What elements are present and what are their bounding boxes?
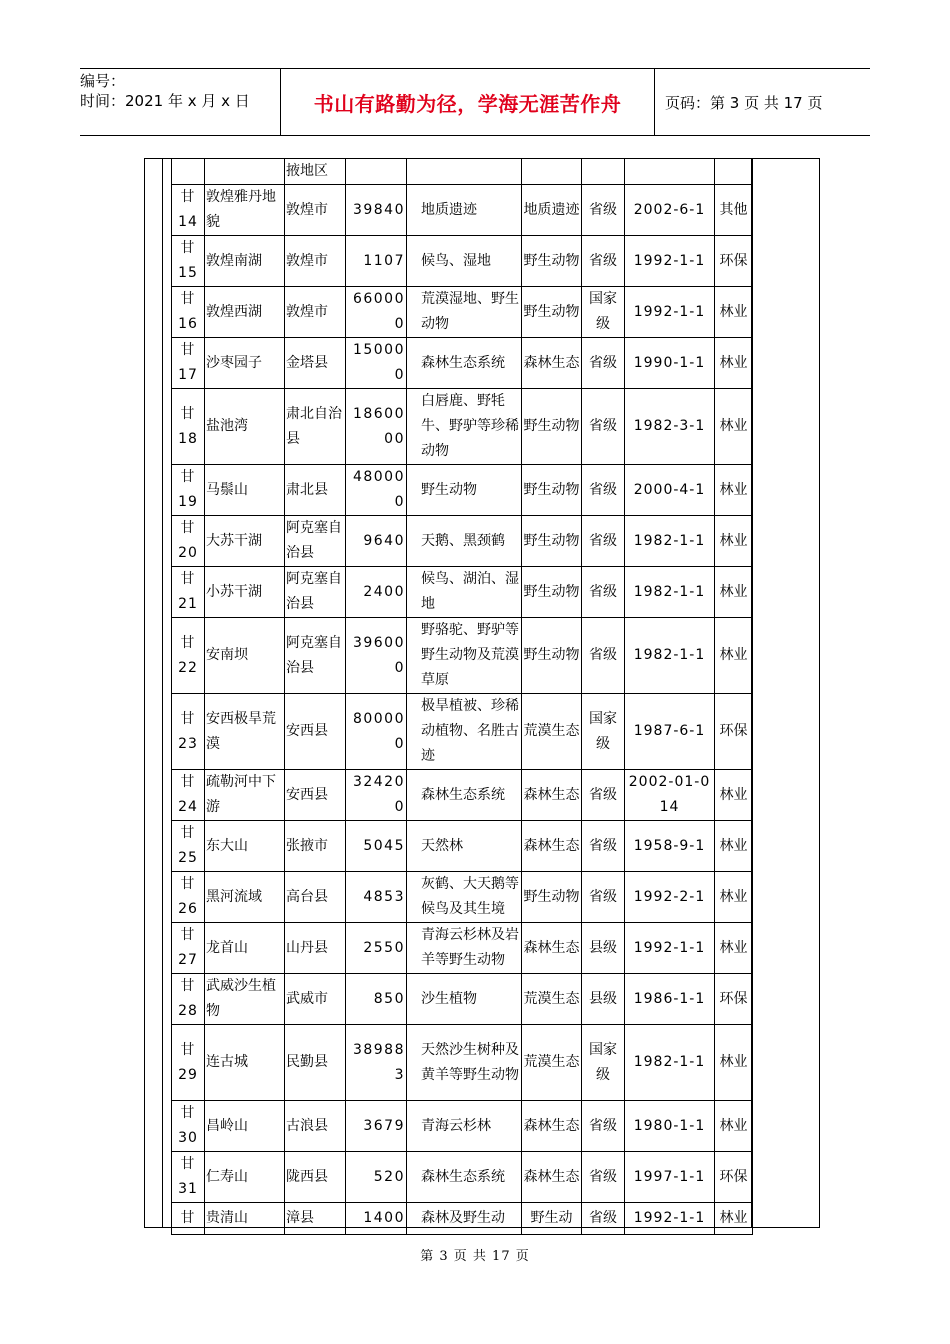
managing-dept-cell: 林业 <box>715 1025 753 1101</box>
reserve-name-cell: 龙首山 <box>205 923 285 974</box>
reserve-location-cell: 高台县 <box>285 872 346 923</box>
reserve-area-cell: 150000 <box>346 338 407 389</box>
reserve-id-cell: 甘21 <box>172 567 205 618</box>
table-row <box>172 185 753 236</box>
table-row <box>172 1203 753 1235</box>
reserve-location-cell: 陇西县 <box>285 1152 346 1203</box>
reserve-type-cell: 野生动物 <box>522 516 582 567</box>
reserve-area-cell: 389883 <box>346 1025 407 1101</box>
reserve-type-cell: 野生动物 <box>522 567 582 618</box>
established-date-cell: 1982-1-1 <box>625 618 715 694</box>
reserve-level-cell: 省级 <box>582 236 625 287</box>
reserve-type-cell: 野生动物 <box>522 389 582 465</box>
reserve-type-cell: 森林生态 <box>522 821 582 872</box>
reserve-level-cell: 县级 <box>582 923 625 974</box>
reserve-name-cell: 贵清山 <box>205 1203 285 1235</box>
reserve-area-cell: 1107 <box>346 236 407 287</box>
reserve-level-cell: 省级 <box>582 1101 625 1152</box>
reserve-location-cell: 武威市 <box>285 974 346 1025</box>
reserve-location-cell: 张掖市 <box>285 821 346 872</box>
frame-inner-line <box>162 158 163 1228</box>
reserve-level-cell: 省级 <box>582 338 625 389</box>
managing-dept-cell: 林业 <box>715 338 753 389</box>
reserve-id-cell: 甘14 <box>172 185 205 236</box>
reserve-level-cell: 省级 <box>582 1203 625 1235</box>
reserve-location-cell: 漳县 <box>285 1203 346 1235</box>
reserve-type-cell: 地质遗迹 <box>522 185 582 236</box>
established-date-cell: 1980-1-1 <box>625 1101 715 1152</box>
reserve-type-cell: 荒漠生态 <box>522 694 582 770</box>
reserve-type-cell: 森林生态 <box>522 1152 582 1203</box>
reserve-level-cell: 省级 <box>582 770 625 821</box>
reserve-type-cell: 森林生态 <box>522 770 582 821</box>
reserve-area-cell <box>346 159 407 185</box>
table-row <box>172 694 753 770</box>
reserve-name-cell: 沙枣园子 <box>205 338 285 389</box>
managing-dept-cell: 林业 <box>715 567 753 618</box>
reserve-name-cell: 仁寿山 <box>205 1152 285 1203</box>
reserve-area-cell: 660000 <box>346 287 407 338</box>
established-date-cell: 1992-1-1 <box>625 287 715 338</box>
table-row <box>172 465 753 516</box>
reserve-name-cell: 昌岭山 <box>205 1101 285 1152</box>
reserve-area-cell: 480000 <box>346 465 407 516</box>
protected-object-cell: 野骆驼、野驴等野生动物及荒漠草原 <box>407 618 522 694</box>
protected-object-cell: 野生动物 <box>407 465 522 516</box>
reserve-level-cell <box>582 159 625 185</box>
table-row <box>172 770 753 821</box>
established-date-cell: 1987-6-1 <box>625 694 715 770</box>
reserve-id-cell: 甘22 <box>172 618 205 694</box>
reserve-location-cell: 阿克塞自治县 <box>285 618 346 694</box>
reserve-type-cell: 野生动物 <box>522 618 582 694</box>
reserve-id-cell: 甘26 <box>172 872 205 923</box>
managing-dept-cell: 林业 <box>715 1101 753 1152</box>
reserve-area-cell: 2400 <box>346 567 407 618</box>
reserve-name-cell: 敦煌西湖 <box>205 287 285 338</box>
protected-object-cell: 极旱植被、珍稀动植物、名胜古迹 <box>407 694 522 770</box>
reserve-location-cell: 敦煌市 <box>285 236 346 287</box>
table-row <box>172 567 753 618</box>
managing-dept-cell: 林业 <box>715 923 753 974</box>
managing-dept-cell: 林业 <box>715 287 753 338</box>
table-row <box>172 974 753 1025</box>
established-date-cell <box>625 159 715 185</box>
header-meta <box>80 69 280 135</box>
protected-object-cell: 灰鹤、大天鹅等候鸟及其生境 <box>407 872 522 923</box>
reserve-type-cell: 野生动物 <box>522 872 582 923</box>
reserve-id-cell: 甘23 <box>172 694 205 770</box>
table-row <box>172 516 753 567</box>
header-page-number: 页码：第 3 页 共 17 页 <box>665 93 823 112</box>
table-row <box>172 1025 753 1101</box>
reserve-id-cell: 甘24 <box>172 770 205 821</box>
protected-object-cell: 森林及野生动 <box>407 1203 522 1235</box>
reserve-name-cell: 黑河流域 <box>205 872 285 923</box>
document-date-label: 时间：2021 年 x 月 x 日 <box>80 92 250 110</box>
protected-object-cell: 天然沙生树种及黄羊等野生动物 <box>407 1025 522 1101</box>
reserve-name-cell: 疏勒河中下游 <box>205 770 285 821</box>
table-row <box>172 923 753 974</box>
reserve-level-cell: 省级 <box>582 389 625 465</box>
reserve-level-cell: 省级 <box>582 185 625 236</box>
reserve-id-cell: 甘20 <box>172 516 205 567</box>
reserve-area-cell: 1860000 <box>346 389 407 465</box>
managing-dept-cell: 其他 <box>715 185 753 236</box>
reserve-type-cell <box>522 159 582 185</box>
reserve-id-cell: 甘25 <box>172 821 205 872</box>
table-row <box>172 872 753 923</box>
protected-object-cell: 天鹅、黑颈鹤 <box>407 516 522 567</box>
header-motto: 书山有路勤为径，学海无涯苦作舟 <box>313 91 622 116</box>
reserve-name-cell: 敦煌南湖 <box>205 236 285 287</box>
managing-dept-cell <box>715 159 753 185</box>
established-date-cell: 1992-1-1 <box>625 236 715 287</box>
reserve-location-cell: 民勤县 <box>285 1025 346 1101</box>
reserve-type-cell: 森林生态 <box>522 338 582 389</box>
reserve-level-cell: 省级 <box>582 1152 625 1203</box>
reserve-type-cell: 野生动 <box>522 1203 582 1235</box>
managing-dept-cell: 林业 <box>715 618 753 694</box>
reserve-level-cell: 国家级 <box>582 694 625 770</box>
reserve-area-cell: 4853 <box>346 872 407 923</box>
reserve-type-cell: 荒漠生态 <box>522 1025 582 1101</box>
reserve-area-cell: 520 <box>346 1152 407 1203</box>
reserve-id-cell: 甘 <box>172 1203 205 1235</box>
established-date-cell: 2000-4-1 <box>625 465 715 516</box>
reserve-level-cell: 省级 <box>582 821 625 872</box>
established-date-cell: 2002-01-014 <box>625 770 715 821</box>
reserve-id-cell: 甘17 <box>172 338 205 389</box>
reserve-location-cell: 古浪县 <box>285 1101 346 1152</box>
reserve-area-cell: 2550 <box>346 923 407 974</box>
reserve-type-cell: 野生动物 <box>522 236 582 287</box>
established-date-cell: 1982-1-1 <box>625 516 715 567</box>
protected-object-cell: 青海云杉林 <box>407 1101 522 1152</box>
protected-object-cell: 地质遗迹 <box>407 185 522 236</box>
reserve-id-cell: 甘30 <box>172 1101 205 1152</box>
reserve-location-cell: 金塔县 <box>285 338 346 389</box>
table-row <box>172 287 753 338</box>
protected-object-cell: 沙生植物 <box>407 974 522 1025</box>
table-row <box>172 618 753 694</box>
managing-dept-cell: 林业 <box>715 465 753 516</box>
reserve-area-cell: 324200 <box>346 770 407 821</box>
reserve-type-cell: 野生动物 <box>522 287 582 338</box>
reserve-area-cell: 9640 <box>346 516 407 567</box>
managing-dept-cell: 林业 <box>715 872 753 923</box>
established-date-cell: 1997-1-1 <box>625 1152 715 1203</box>
reserve-location-cell: 肃北自治县 <box>285 389 346 465</box>
reserve-name-cell: 盐池湾 <box>205 389 285 465</box>
established-date-cell: 1992-2-1 <box>625 872 715 923</box>
established-date-cell: 1982-1-1 <box>625 1025 715 1101</box>
managing-dept-cell: 林业 <box>715 389 753 465</box>
nature-reserve-table <box>171 158 753 1235</box>
reserve-level-cell: 省级 <box>582 567 625 618</box>
protected-object-cell: 候鸟、湖泊、湿地 <box>407 567 522 618</box>
table-row <box>172 1152 753 1203</box>
reserve-id-cell: 甘15 <box>172 236 205 287</box>
reserve-name-cell: 大苏干湖 <box>205 516 285 567</box>
reserve-id-cell: 甘31 <box>172 1152 205 1203</box>
protected-object-cell: 荒漠湿地、野生动物 <box>407 287 522 338</box>
reserve-name-cell: 连古城 <box>205 1025 285 1101</box>
reserve-area-cell: 800000 <box>346 694 407 770</box>
managing-dept-cell: 环保 <box>715 1152 753 1203</box>
protected-object-cell: 白唇鹿、野牦牛、野驴等珍稀动物 <box>407 389 522 465</box>
reserve-location-cell: 阿克塞自治县 <box>285 516 346 567</box>
table-row <box>172 1101 753 1152</box>
established-date-cell: 2002-6-1 <box>625 185 715 236</box>
table-row <box>172 821 753 872</box>
reserve-level-cell: 县级 <box>582 974 625 1025</box>
reserve-location-cell: 阿克塞自治县 <box>285 567 346 618</box>
reserve-location-cell: 掖地区 <box>285 159 346 185</box>
reserve-name-cell: 敦煌雅丹地貌 <box>205 185 285 236</box>
reserve-type-cell: 野生动物 <box>522 465 582 516</box>
reserve-level-cell: 国家级 <box>582 287 625 338</box>
reserve-area-cell: 5045 <box>346 821 407 872</box>
reserve-name-cell: 安西极旱荒漠 <box>205 694 285 770</box>
document-number-label: 编号： <box>80 72 126 90</box>
reserve-type-cell: 荒漠生态 <box>522 974 582 1025</box>
protected-object-cell: 森林生态系统 <box>407 770 522 821</box>
reserve-area-cell: 39840 <box>346 185 407 236</box>
reserve-name-cell: 小苏干湖 <box>205 567 285 618</box>
established-date-cell: 1992-1-1 <box>625 923 715 974</box>
reserve-id-cell: 甘19 <box>172 465 205 516</box>
reserve-id-cell <box>172 159 205 185</box>
managing-dept-cell: 林业 <box>715 1203 753 1235</box>
reserve-id-cell: 甘27 <box>172 923 205 974</box>
reserve-location-cell: 安西县 <box>285 770 346 821</box>
reserve-level-cell: 国家级 <box>582 1025 625 1101</box>
reserve-id-cell: 甘16 <box>172 287 205 338</box>
reserve-level-cell: 省级 <box>582 618 625 694</box>
reserve-type-cell: 森林生态 <box>522 1101 582 1152</box>
reserve-id-cell: 甘29 <box>172 1025 205 1101</box>
reserve-location-cell: 敦煌市 <box>285 287 346 338</box>
page-header <box>80 68 870 136</box>
table-body <box>172 159 753 1235</box>
protected-object-cell: 森林生态系统 <box>407 338 522 389</box>
established-date-cell: 1958-9-1 <box>625 821 715 872</box>
managing-dept-cell: 环保 <box>715 694 753 770</box>
established-date-cell: 1992-1-1 <box>625 1203 715 1235</box>
managing-dept-cell: 林业 <box>715 821 753 872</box>
reserve-area-cell: 1400 <box>346 1203 407 1235</box>
reserve-type-cell: 森林生态 <box>522 923 582 974</box>
managing-dept-cell: 环保 <box>715 974 753 1025</box>
table-row <box>172 389 753 465</box>
reserve-id-cell: 甘18 <box>172 389 205 465</box>
reserve-name-cell <box>205 159 285 185</box>
reserve-name-cell: 武威沙生植物 <box>205 974 285 1025</box>
reserve-level-cell: 省级 <box>582 872 625 923</box>
reserve-location-cell: 安西县 <box>285 694 346 770</box>
table-row <box>172 338 753 389</box>
reserve-name-cell: 马鬃山 <box>205 465 285 516</box>
table-row <box>172 236 753 287</box>
header-divider <box>654 69 655 135</box>
protected-object-cell: 天然林 <box>407 821 522 872</box>
established-date-cell: 1990-1-1 <box>625 338 715 389</box>
reserve-level-cell: 省级 <box>582 465 625 516</box>
reserve-name-cell: 东大山 <box>205 821 285 872</box>
reserve-id-cell: 甘28 <box>172 974 205 1025</box>
reserve-area-cell: 3679 <box>346 1101 407 1152</box>
reserve-location-cell: 肃北县 <box>285 465 346 516</box>
protected-object-cell: 候鸟、湿地 <box>407 236 522 287</box>
protected-object-cell <box>407 159 522 185</box>
reserve-location-cell: 山丹县 <box>285 923 346 974</box>
table-row <box>172 159 753 185</box>
reserve-level-cell: 省级 <box>582 516 625 567</box>
page-footer: 第 3 页 共 17 页 <box>420 1249 530 1264</box>
managing-dept-cell: 环保 <box>715 236 753 287</box>
established-date-cell: 1982-3-1 <box>625 389 715 465</box>
managing-dept-cell: 林业 <box>715 770 753 821</box>
protected-object-cell: 青海云杉林及岩羊等野生动物 <box>407 923 522 974</box>
reserve-location-cell: 敦煌市 <box>285 185 346 236</box>
reserve-area-cell: 396000 <box>346 618 407 694</box>
protected-object-cell: 森林生态系统 <box>407 1152 522 1203</box>
established-date-cell: 1986-1-1 <box>625 974 715 1025</box>
reserve-name-cell: 安南坝 <box>205 618 285 694</box>
managing-dept-cell: 林业 <box>715 516 753 567</box>
reserve-area-cell: 850 <box>346 974 407 1025</box>
established-date-cell: 1982-1-1 <box>625 567 715 618</box>
